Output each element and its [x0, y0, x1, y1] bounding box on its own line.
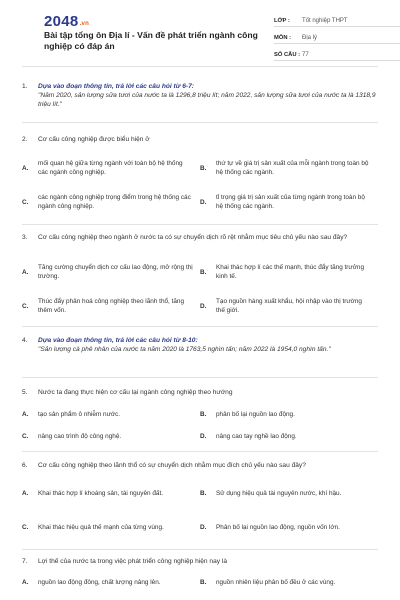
meta-subject: MÔN : Địa lý: [274, 30, 400, 44]
option-b[interactable]: B. Khai thác hợp lí các thế mạnh, thúc đẩy tăng trưởng kinh tế.: [200, 264, 365, 280]
divider: [22, 224, 378, 225]
divider: [22, 122, 378, 123]
intro-heading: Dựa vào đoạn thông tin, trả lời các câu hỏi từ 8-10:: [38, 337, 198, 344]
document-meta: [274, 13, 400, 64]
option-b[interactable]: B. nguồn nhiên liệu phân bố đều ở các vùng.: [200, 578, 336, 586]
options-q6: [22, 480, 378, 540]
divider: [22, 377, 378, 378]
option-a[interactable]: A. mối quan hệ giữa từng ngành với toàn bộ hệ thống các ngành công nghiệp.: [22, 160, 183, 176]
option-a[interactable]: A. Tăng cường chuyển dịch cơ cấu lao động, mở rộng thị trường.: [22, 264, 193, 280]
options-q3: [22, 259, 378, 319]
meta-question-count: SỐ CÂU : 77: [274, 47, 400, 61]
intro-heading: Dựa vào đoạn thông tin, trả lời các câu hỏi từ 6-7:: [38, 83, 194, 90]
question-6: 6. Cơ cấu công nghiệp theo lãnh thổ có sự chuyển dịch nhằm mục đích chủ yếu nào sau đây?: [22, 461, 378, 470]
question-5: 5. Nước ta đang thực hiện cơ cấu lại ngành công nghiệp theo hướng: [22, 388, 378, 397]
option-b[interactable]: B. thứ tự về giá trị sản xuất của mỗi ngành trong toàn bộ hệ thống các ngành.: [200, 160, 369, 176]
question-text: Cơ cấu công nghiệp theo lãnh thổ có sự chuyển dịch nhằm mục đích chủ yếu nào sau đây?: [38, 462, 306, 469]
question-2: 2. Cơ cấu công nghiệp được biểu hiện ở: [22, 135, 378, 144]
intro-passage: "Năm 2020, sản lượng sữa tươi của nước ta là 1296,8 triệu lít; năm 2022, sản lượng sữa tươi của nước ta là 1318,9 triệu lít.": [38, 92, 376, 108]
divider: [22, 66, 378, 67]
meta-class: LỚP : Tốt nghiệp THPT: [274, 13, 400, 27]
option-d[interactable]: D. Phân bố lại nguồn lao động, nguồn vốn lớn.: [200, 523, 340, 531]
question-text: Cơ cấu công nghiệp được biểu hiện ở: [38, 136, 150, 143]
options-q7: [22, 576, 378, 588]
document-header: [22, 0, 378, 60]
option-d[interactable]: D. tỉ trọng giá trị sản xuất của từng ngành trong toàn bộ hệ thống các ngành.: [200, 194, 365, 210]
option-a[interactable]: A. Khai thác hợp lí khoáng sản, tài nguyên đất.: [22, 489, 163, 497]
options-q5: [22, 408, 378, 442]
divider: [22, 549, 378, 550]
option-b[interactable]: B. Sử dụng hiệu quả tài nguyên nước, khí hậu.: [200, 489, 342, 497]
question-text: Lợi thế của nước ta trong việc phát triển công nghiệp hiện nay là: [38, 558, 228, 565]
question-text: Cơ cấu công nghiệp theo ngành ở nước ta có sự chuyển dịch rõ rệt nhằm mục tiêu chủ yếu nào sau đây?: [38, 234, 348, 241]
option-d[interactable]: D. Tạo nguồn hàng xuất khẩu, hội nhập vào thị trường thế giới.: [200, 298, 362, 314]
divider: [22, 326, 378, 327]
divider: [22, 451, 378, 452]
option-c[interactable]: C. nâng cao trình độ công nghệ.: [22, 432, 122, 440]
options-q2: [22, 155, 378, 215]
question-7: 7. Lợi thế của nước ta trong việc phát triển công nghiệp hiện nay là: [22, 557, 378, 566]
option-c[interactable]: C. Thúc đẩy phân hoá công nghiệp theo lãnh thổ, tăng thêm vốn.: [22, 298, 185, 314]
option-a[interactable]: A. nguồn lao động đông, chất lượng nâng lên.: [22, 578, 161, 586]
option-c[interactable]: C. Khai thác hiệu quả thế mạnh của từng vùng.: [22, 523, 164, 531]
option-d[interactable]: D. nâng cao tay nghề lao động.: [200, 432, 297, 440]
intro-passage: "Sản lượng cà phê nhân của nước ta năm 2020 là 1763,5 nghìn tấn; năm 2022 là 1954,0 nghìn tấn.": [38, 346, 331, 353]
option-a[interactable]: A. tạo sản phẩm ô nhiễm nước.: [22, 410, 121, 418]
question-text: Nước ta đang thực hiện cơ cấu lại ngành công nghiệp theo hướng: [38, 389, 233, 396]
site-logo[interactable]: 2048.vn: [44, 13, 90, 30]
option-c[interactable]: C. các ngành công nghiệp trọng điểm trong hệ thống các ngành công nghiệp.: [22, 194, 191, 210]
document-title: Bài tập tổng ôn Địa lí - Vấn đề phát triển ngành công nghiệp có đáp án: [44, 30, 258, 51]
question-3: 3. Cơ cấu công nghiệp theo ngành ở nước ta có sự chuyển dịch rõ rệt nhằm mục tiêu chủ yếu nào sau đây?: [22, 233, 378, 242]
question-1: 1. Dựa vào đoạn thông tin, trả lời các câu hỏi từ 6-7: "Năm 2020, sản lượng sữa tươi của nước ta là 1296,8 triệu lít; năm 2022, sản lượng sữa tươi của nước ta là 1318,9 triệu lít.": [22, 82, 378, 109]
option-b[interactable]: B. phân bố lại nguồn lao động.: [200, 410, 295, 418]
question-4: 4. Dựa vào đoạn thông tin, trả lời các câu hỏi từ 8-10: "Sản lượng cà phê nhân của nước ta năm 2020 là 1763,5 nghìn tấn; năm 2022 là 1954,0 nghìn tấn.": [22, 336, 378, 354]
